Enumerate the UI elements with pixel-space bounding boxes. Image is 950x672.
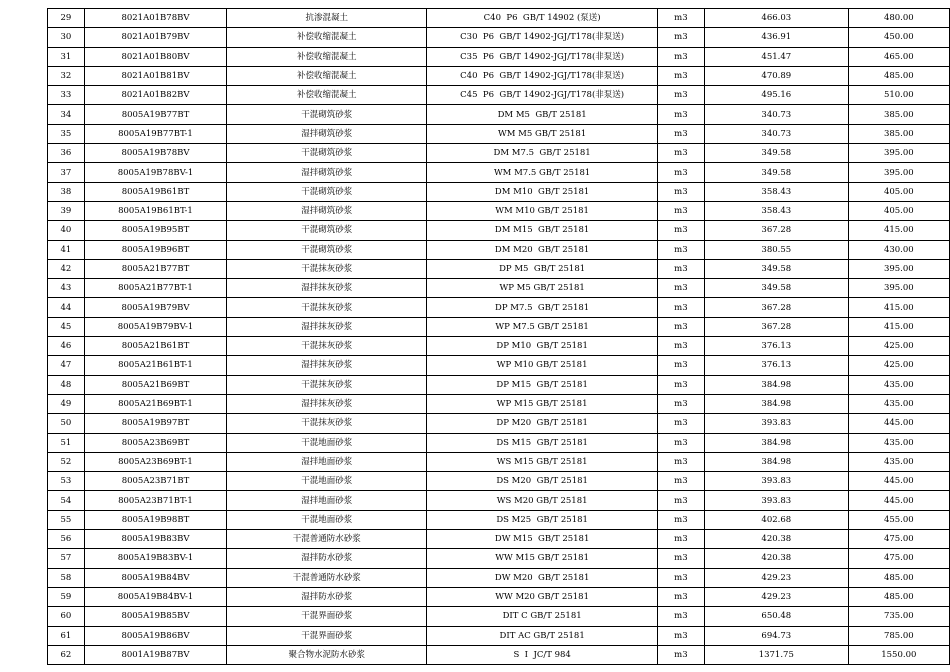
material-code-cell: 8001A19B87BV xyxy=(84,645,226,664)
material-code-cell: 8005A23B71BT-1 xyxy=(84,491,226,510)
unit-cell: m3 xyxy=(657,587,704,606)
price-incl-tax-cell: 445.00 xyxy=(848,414,949,433)
unit-cell: m3 xyxy=(657,47,704,66)
row-number-cell: 32 xyxy=(48,66,85,85)
row-number-cell: 57 xyxy=(48,549,85,568)
unit-cell: m3 xyxy=(657,394,704,413)
specification-cell: WP M7.5 GB/T 25181 xyxy=(427,317,657,336)
price-table xyxy=(47,8,950,665)
price-excl-tax-cell: 349.58 xyxy=(704,144,848,163)
unit-cell: m3 xyxy=(657,414,704,433)
material-name-cell: 干混地面砂浆 xyxy=(227,510,427,529)
price-excl-tax-cell: 358.43 xyxy=(704,182,848,201)
table-row xyxy=(48,47,950,66)
price-incl-tax-cell: 475.00 xyxy=(848,549,949,568)
price-incl-tax-cell: 385.00 xyxy=(848,105,949,124)
specification-cell: WM M7.5 GB/T 25181 xyxy=(427,163,657,182)
table-row xyxy=(48,414,950,433)
material-code-cell: 8005A21B61BT-1 xyxy=(84,356,226,375)
row-number-cell: 33 xyxy=(48,86,85,105)
unit-cell: m3 xyxy=(657,452,704,471)
material-code-cell: 8005A19B97BT xyxy=(84,414,226,433)
specification-cell: WM M10 GB/T 25181 xyxy=(427,201,657,220)
material-code-cell: 8005A19B85BV xyxy=(84,607,226,626)
material-code-cell: 8005A21B77BT-1 xyxy=(84,279,226,298)
unit-cell: m3 xyxy=(657,626,704,645)
specification-cell: WP M10 GB/T 25181 xyxy=(427,356,657,375)
price-excl-tax-cell: 495.16 xyxy=(704,86,848,105)
unit-cell: m3 xyxy=(657,259,704,278)
unit-cell: m3 xyxy=(657,356,704,375)
price-incl-tax-cell: 1550.00 xyxy=(848,645,949,664)
row-number-cell: 46 xyxy=(48,337,85,356)
row-number-cell: 59 xyxy=(48,587,85,606)
price-incl-tax-cell: 395.00 xyxy=(848,279,949,298)
table-row xyxy=(48,626,950,645)
price-incl-tax-cell: 450.00 xyxy=(848,28,949,47)
specification-cell: DIT C GB/T 25181 xyxy=(427,607,657,626)
specification-cell: C40 P6 GB/T 14902 (泵送) xyxy=(427,9,657,28)
table-row xyxy=(48,298,950,317)
unit-cell: m3 xyxy=(657,163,704,182)
price-incl-tax-cell: 475.00 xyxy=(848,530,949,549)
unit-cell: m3 xyxy=(657,298,704,317)
material-name-cell: 干混砌筑砂浆 xyxy=(227,182,427,201)
material-code-cell: 8005A19B86BV xyxy=(84,626,226,645)
table-row xyxy=(48,452,950,471)
material-name-cell: 干混砌筑砂浆 xyxy=(227,240,427,259)
specification-cell: WS M15 GB/T 25181 xyxy=(427,452,657,471)
unit-cell: m3 xyxy=(657,433,704,452)
unit-cell: m3 xyxy=(657,472,704,491)
unit-cell: m3 xyxy=(657,375,704,394)
table-row xyxy=(48,163,950,182)
table-row xyxy=(48,124,950,143)
table-row xyxy=(48,530,950,549)
price-excl-tax-cell: 384.98 xyxy=(704,433,848,452)
row-number-cell: 47 xyxy=(48,356,85,375)
unit-cell: m3 xyxy=(657,9,704,28)
material-name-cell: 干混界面砂浆 xyxy=(227,626,427,645)
unit-cell: m3 xyxy=(657,105,704,124)
material-code-cell: 8005A19B83BV-1 xyxy=(84,549,226,568)
price-excl-tax-cell: 393.83 xyxy=(704,472,848,491)
material-name-cell: 干混地面砂浆 xyxy=(227,472,427,491)
price-excl-tax-cell: 367.28 xyxy=(704,317,848,336)
unit-cell: m3 xyxy=(657,201,704,220)
material-code-cell: 8021A01B82BV xyxy=(84,86,226,105)
price-excl-tax-cell: 340.73 xyxy=(704,124,848,143)
material-name-cell: 干混界面砂浆 xyxy=(227,607,427,626)
price-excl-tax-cell: 376.13 xyxy=(704,337,848,356)
table-row xyxy=(48,28,950,47)
price-excl-tax-cell: 380.55 xyxy=(704,240,848,259)
material-code-cell: 8005A23B69BT xyxy=(84,433,226,452)
row-number-cell: 40 xyxy=(48,221,85,240)
material-name-cell: 干混抹灰砂浆 xyxy=(227,414,427,433)
specification-cell: WW M20 GB/T 25181 xyxy=(427,587,657,606)
price-incl-tax-cell: 445.00 xyxy=(848,491,949,510)
material-name-cell: 补偿收缩混凝土 xyxy=(227,66,427,85)
unit-cell: m3 xyxy=(657,221,704,240)
material-name-cell: 干混抹灰砂浆 xyxy=(227,298,427,317)
table-row xyxy=(48,9,950,28)
price-excl-tax-cell: 1371.75 xyxy=(704,645,848,664)
price-excl-tax-cell: 349.58 xyxy=(704,259,848,278)
material-name-cell: 湿拌抹灰砂浆 xyxy=(227,317,427,336)
row-number-cell: 54 xyxy=(48,491,85,510)
unit-cell: m3 xyxy=(657,317,704,336)
table-row xyxy=(48,607,950,626)
material-name-cell: 干混普通防水砂浆 xyxy=(227,568,427,587)
row-number-cell: 50 xyxy=(48,414,85,433)
material-code-cell: 8021A01B79BV xyxy=(84,28,226,47)
unit-cell: m3 xyxy=(657,491,704,510)
specification-cell: DM M5 GB/T 25181 xyxy=(427,105,657,124)
price-incl-tax-cell: 405.00 xyxy=(848,182,949,201)
material-code-cell: 8005A21B77BT xyxy=(84,259,226,278)
row-number-cell: 48 xyxy=(48,375,85,394)
row-number-cell: 34 xyxy=(48,105,85,124)
price-excl-tax-cell: 451.47 xyxy=(704,47,848,66)
material-name-cell: 干混抹灰砂浆 xyxy=(227,375,427,394)
row-number-cell: 52 xyxy=(48,452,85,471)
price-excl-tax-cell: 436.91 xyxy=(704,28,848,47)
specification-cell: C45 P6 GB/T 14902-JGJ/T178(非泵送) xyxy=(427,86,657,105)
unit-cell: m3 xyxy=(657,530,704,549)
table-row xyxy=(48,375,950,394)
price-incl-tax-cell: 510.00 xyxy=(848,86,949,105)
material-name-cell: 干混普通防水砂浆 xyxy=(227,530,427,549)
material-name-cell: 干混砌筑砂浆 xyxy=(227,105,427,124)
price-excl-tax-cell: 429.23 xyxy=(704,568,848,587)
price-excl-tax-cell: 340.73 xyxy=(704,105,848,124)
price-excl-tax-cell: 402.68 xyxy=(704,510,848,529)
row-number-cell: 44 xyxy=(48,298,85,317)
price-excl-tax-cell: 466.03 xyxy=(704,9,848,28)
row-number-cell: 30 xyxy=(48,28,85,47)
price-incl-tax-cell: 445.00 xyxy=(848,472,949,491)
price-incl-tax-cell: 395.00 xyxy=(848,259,949,278)
unit-cell: m3 xyxy=(657,549,704,568)
price-incl-tax-cell: 395.00 xyxy=(848,144,949,163)
table-row xyxy=(48,317,950,336)
material-code-cell: 8005A19B61BT xyxy=(84,182,226,201)
price-incl-tax-cell: 465.00 xyxy=(848,47,949,66)
material-name-cell: 湿拌抹灰砂浆 xyxy=(227,279,427,298)
specification-cell: DM M20 GB/T 25181 xyxy=(427,240,657,259)
material-code-cell: 8005A19B79BV xyxy=(84,298,226,317)
price-excl-tax-cell: 650.48 xyxy=(704,607,848,626)
table-row xyxy=(48,221,950,240)
specification-cell: DM M7.5 GB/T 25181 xyxy=(427,144,657,163)
specification-cell: DP M20 GB/T 25181 xyxy=(427,414,657,433)
price-incl-tax-cell: 405.00 xyxy=(848,201,949,220)
material-code-cell: 8005A19B79BV-1 xyxy=(84,317,226,336)
material-name-cell: 干混地面砂浆 xyxy=(227,433,427,452)
specification-cell: WP M5 GB/T 25181 xyxy=(427,279,657,298)
material-code-cell: 8005A21B61BT xyxy=(84,337,226,356)
table-row xyxy=(48,337,950,356)
row-number-cell: 43 xyxy=(48,279,85,298)
material-code-cell: 8021A01B78BV xyxy=(84,9,226,28)
material-name-cell: 干混砌筑砂浆 xyxy=(227,144,427,163)
table-row xyxy=(48,356,950,375)
material-name-cell: 干混抹灰砂浆 xyxy=(227,337,427,356)
table-row xyxy=(48,259,950,278)
specification-cell: DS M20 GB/T 25181 xyxy=(427,472,657,491)
price-incl-tax-cell: 415.00 xyxy=(848,221,949,240)
table-row xyxy=(48,105,950,124)
table-row xyxy=(48,645,950,664)
table-row xyxy=(48,587,950,606)
price-excl-tax-cell: 367.28 xyxy=(704,298,848,317)
row-number-cell: 62 xyxy=(48,645,85,664)
price-excl-tax-cell: 420.38 xyxy=(704,549,848,568)
table-row xyxy=(48,510,950,529)
specification-cell: DW M15 GB/T 25181 xyxy=(427,530,657,549)
specification-cell: WM M5 GB/T 25181 xyxy=(427,124,657,143)
material-name-cell: 湿拌地面砂浆 xyxy=(227,491,427,510)
specification-cell: DP M5 GB/T 25181 xyxy=(427,259,657,278)
table-row xyxy=(48,201,950,220)
specification-cell: DM M15 GB/T 25181 xyxy=(427,221,657,240)
row-number-cell: 51 xyxy=(48,433,85,452)
price-excl-tax-cell: 349.58 xyxy=(704,163,848,182)
material-code-cell: 8005A19B77BT-1 xyxy=(84,124,226,143)
material-name-cell: 补偿收缩混凝土 xyxy=(227,47,427,66)
unit-cell: m3 xyxy=(657,645,704,664)
specification-cell: DP M15 GB/T 25181 xyxy=(427,375,657,394)
material-name-cell: 聚合物水泥防水砂浆 xyxy=(227,645,427,664)
price-incl-tax-cell: 480.00 xyxy=(848,9,949,28)
price-incl-tax-cell: 385.00 xyxy=(848,124,949,143)
specification-cell: C35 P6 GB/T 14902-JGJ/T178(非泵送) xyxy=(427,47,657,66)
price-excl-tax-cell: 393.83 xyxy=(704,414,848,433)
price-incl-tax-cell: 485.00 xyxy=(848,66,949,85)
row-number-cell: 38 xyxy=(48,182,85,201)
row-number-cell: 53 xyxy=(48,472,85,491)
material-code-cell: 8005A21B69BT-1 xyxy=(84,394,226,413)
material-name-cell: 湿拌砌筑砂浆 xyxy=(227,124,427,143)
price-excl-tax-cell: 694.73 xyxy=(704,626,848,645)
price-excl-tax-cell: 420.38 xyxy=(704,530,848,549)
unit-cell: m3 xyxy=(657,337,704,356)
price-incl-tax-cell: 485.00 xyxy=(848,587,949,606)
price-excl-tax-cell: 384.98 xyxy=(704,452,848,471)
table-body xyxy=(48,9,950,665)
material-name-cell: 湿拌地面砂浆 xyxy=(227,452,427,471)
price-incl-tax-cell: 395.00 xyxy=(848,163,949,182)
material-code-cell: 8005A19B78BV xyxy=(84,144,226,163)
unit-cell: m3 xyxy=(657,144,704,163)
price-incl-tax-cell: 415.00 xyxy=(848,298,949,317)
material-code-cell: 8005A19B95BT xyxy=(84,221,226,240)
row-number-cell: 55 xyxy=(48,510,85,529)
specification-cell: S I JC/T 984 xyxy=(427,645,657,664)
price-excl-tax-cell: 349.58 xyxy=(704,279,848,298)
table-row xyxy=(48,568,950,587)
row-number-cell: 60 xyxy=(48,607,85,626)
price-incl-tax-cell: 430.00 xyxy=(848,240,949,259)
material-code-cell: 8005A21B69BT xyxy=(84,375,226,394)
table-row xyxy=(48,240,950,259)
material-name-cell: 湿拌砌筑砂浆 xyxy=(227,163,427,182)
unit-cell: m3 xyxy=(657,66,704,85)
table-row xyxy=(48,433,950,452)
specification-cell: C30 P6 GB/T 14902-JGJ/T178(非泵送) xyxy=(427,28,657,47)
material-name-cell: 湿拌防水砂浆 xyxy=(227,587,427,606)
material-name-cell: 湿拌砌筑砂浆 xyxy=(227,201,427,220)
row-number-cell: 49 xyxy=(48,394,85,413)
price-incl-tax-cell: 735.00 xyxy=(848,607,949,626)
table-row xyxy=(48,279,950,298)
material-code-cell: 8005A19B61BT-1 xyxy=(84,201,226,220)
material-name-cell: 湿拌抹灰砂浆 xyxy=(227,356,427,375)
row-number-cell: 39 xyxy=(48,201,85,220)
material-name-cell: 湿拌抹灰砂浆 xyxy=(227,394,427,413)
material-code-cell: 8005A19B98BT xyxy=(84,510,226,529)
specification-cell: WW M15 GB/T 25181 xyxy=(427,549,657,568)
row-number-cell: 35 xyxy=(48,124,85,143)
table-row xyxy=(48,144,950,163)
price-incl-tax-cell: 455.00 xyxy=(848,510,949,529)
specification-cell: WP M15 GB/T 25181 xyxy=(427,394,657,413)
table-row xyxy=(48,472,950,491)
specification-cell: DIT AC GB/T 25181 xyxy=(427,626,657,645)
specification-cell: DP M7.5 GB/T 25181 xyxy=(427,298,657,317)
row-number-cell: 41 xyxy=(48,240,85,259)
price-incl-tax-cell: 435.00 xyxy=(848,375,949,394)
material-code-cell: 8005A19B77BT xyxy=(84,105,226,124)
price-incl-tax-cell: 435.00 xyxy=(848,433,949,452)
price-incl-tax-cell: 785.00 xyxy=(848,626,949,645)
material-name-cell: 湿拌防水砂浆 xyxy=(227,549,427,568)
table-row xyxy=(48,66,950,85)
specification-cell: DP M10 GB/T 25181 xyxy=(427,337,657,356)
material-code-cell: 8005A19B84BV xyxy=(84,568,226,587)
material-code-cell: 8005A23B69BT-1 xyxy=(84,452,226,471)
specification-cell: WS M20 GB/T 25181 xyxy=(427,491,657,510)
specification-cell: DW M20 GB/T 25181 xyxy=(427,568,657,587)
unit-cell: m3 xyxy=(657,240,704,259)
material-code-cell: 8021A01B80BV xyxy=(84,47,226,66)
price-incl-tax-cell: 425.00 xyxy=(848,356,949,375)
row-number-cell: 56 xyxy=(48,530,85,549)
table-row xyxy=(48,549,950,568)
price-incl-tax-cell: 435.00 xyxy=(848,452,949,471)
unit-cell: m3 xyxy=(657,28,704,47)
price-excl-tax-cell: 393.83 xyxy=(704,491,848,510)
table-row xyxy=(48,182,950,201)
specification-cell: C40 P6 GB/T 14902-JGJ/T178(非泵送) xyxy=(427,66,657,85)
row-number-cell: 31 xyxy=(48,47,85,66)
price-incl-tax-cell: 485.00 xyxy=(848,568,949,587)
price-excl-tax-cell: 429.23 xyxy=(704,587,848,606)
unit-cell: m3 xyxy=(657,568,704,587)
specification-cell: DM M10 GB/T 25181 xyxy=(427,182,657,201)
row-number-cell: 61 xyxy=(48,626,85,645)
price-incl-tax-cell: 415.00 xyxy=(848,317,949,336)
row-number-cell: 45 xyxy=(48,317,85,336)
row-number-cell: 37 xyxy=(48,163,85,182)
price-excl-tax-cell: 358.43 xyxy=(704,201,848,220)
unit-cell: m3 xyxy=(657,182,704,201)
price-incl-tax-cell: 435.00 xyxy=(848,394,949,413)
material-name-cell: 干混抹灰砂浆 xyxy=(227,259,427,278)
row-number-cell: 42 xyxy=(48,259,85,278)
price-excl-tax-cell: 384.98 xyxy=(704,375,848,394)
material-code-cell: 8005A19B78BV-1 xyxy=(84,163,226,182)
unit-cell: m3 xyxy=(657,279,704,298)
specification-cell: DS M15 GB/T 25181 xyxy=(427,433,657,452)
material-name-cell: 补偿收缩混凝土 xyxy=(227,28,427,47)
material-code-cell: 8021A01B81BV xyxy=(84,66,226,85)
material-name-cell: 抗渗混凝土 xyxy=(227,9,427,28)
price-excl-tax-cell: 376.13 xyxy=(704,356,848,375)
unit-cell: m3 xyxy=(657,86,704,105)
table-row xyxy=(48,394,950,413)
table-row xyxy=(48,491,950,510)
unit-cell: m3 xyxy=(657,124,704,143)
table-row xyxy=(48,86,950,105)
price-excl-tax-cell: 367.28 xyxy=(704,221,848,240)
material-code-cell: 8005A19B96BT xyxy=(84,240,226,259)
material-code-cell: 8005A19B84BV-1 xyxy=(84,587,226,606)
material-code-cell: 8005A23B71BT xyxy=(84,472,226,491)
specification-cell: DS M25 GB/T 25181 xyxy=(427,510,657,529)
row-number-cell: 36 xyxy=(48,144,85,163)
unit-cell: m3 xyxy=(657,510,704,529)
price-excl-tax-cell: 384.98 xyxy=(704,394,848,413)
material-name-cell: 干混砌筑砂浆 xyxy=(227,221,427,240)
price-excl-tax-cell: 470.89 xyxy=(704,66,848,85)
price-incl-tax-cell: 425.00 xyxy=(848,337,949,356)
row-number-cell: 58 xyxy=(48,568,85,587)
unit-cell: m3 xyxy=(657,607,704,626)
row-number-cell: 29 xyxy=(48,9,85,28)
material-name-cell: 补偿收缩混凝土 xyxy=(227,86,427,105)
material-code-cell: 8005A19B83BV xyxy=(84,530,226,549)
